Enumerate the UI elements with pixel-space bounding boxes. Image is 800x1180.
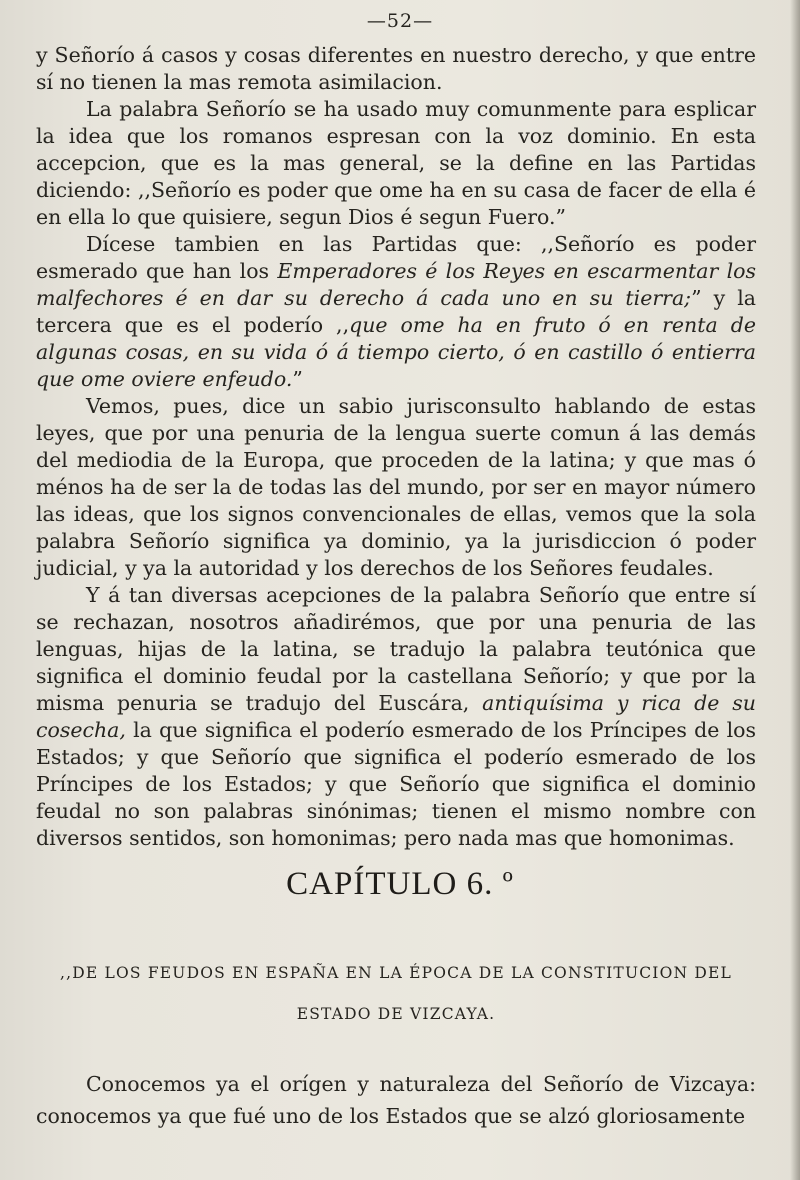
final-paragraph: Conocemos ya el orígen y naturaleza del Señorío de Vizcaya: conocemos ya que fué uno de los Estados que se alzó gloriosamente: [36, 1072, 756, 1128]
paragraph-5-italic-1: antiquísima y rica de su cosecha,: [36, 691, 756, 742]
paragraph-5: [36, 582, 756, 852]
page-number: —52—: [366, 10, 434, 32]
chapter-heading: CAPÍTULO 6. º: [286, 866, 514, 902]
paragraph-3: [36, 231, 756, 393]
body-text: [36, 42, 756, 852]
page-edge-shadow: [790, 0, 800, 1180]
paragraph-4: Vemos, pues, dice un sabio jurisconsulto hablando de estas leyes, que por una penuria de la lengua suerte comun á las demás del mediodia de la Europa, que proceden de la latina; y que mas ó ménos ha de ser la de todas las del mundo, por ser en mayor número las ideas, que los signos convencionales de ellas, vemos que la sola palabra Señorío significa ya dominio, ya la jurisdiccion ó poder judicial, y ya la autoridad y los derechos de los Señores feudales.: [36, 394, 756, 580]
paragraph-5-part-2: la que significa el poderío esmerado de los Príncipes de los Estados; y que Señorío que significa el poderío esmerado de los Príncipes de los Estados; y que Señorío que significa el dominio feudal no son palabras sinónimas; tienen el mismo nombre con diversos sentidos, son homonimas; pero nada mas que homonimas.: [36, 718, 756, 850]
paragraph-2: La palabra Señorío se ha usado muy comunmente para esplicar la idea que los romanos espresan con la voz dominio. En esta accepcion, que es la mas general, se la define en las Partidas diciendo: ,,Señorío es poder que ome ha en su casa de facer de ella é en ella lo que quisiere, segun Dios é segun Fuero.”: [36, 97, 756, 229]
final-text: [36, 1068, 756, 1132]
chapter-subtitle: ,,DE LOS FEUDOS EN ESPAÑA EN LA ÉPOCA DE LA CONSTITUCION DEL ESTADO DE VIZCAYA.: [59, 964, 733, 1023]
paragraph-3-part-2: ” y la tercera que es el poderío ,,: [36, 286, 757, 337]
paragraph-1: y Señorío á casos y cosas diferentes en nuestro derecho, y que entre sí no tienen la mas remota asimilacion.: [36, 43, 756, 94]
paragraph-3-italic-1: Emperadores é los Reyes en escarmentar los malfechores é en dar su derecho á cada uno en su tierra;: [36, 259, 756, 310]
paragraph-3-part-3: ”: [292, 367, 303, 391]
paragraph-3-part-1: Dícese tambien en las Partidas que: ,,Señorío es poder esmerado que han los: [36, 232, 756, 283]
paragraph-5-part-1: Y á tan diversas acepciones de la palabra Señorío que entre sí se rechazan, nosotros añadirémos, que por una penuria de las lenguas, hijas de la latina, se tradujo la palabra teutónica que significa el dominio feudal por la castellana Señorío; y que por la misma penuria se tradujo del Euscára,: [36, 583, 756, 715]
paragraph-3-italic-2: que ome ha en fruto ó en renta de algunas cosas, en su vida ó á tiempo cierto, ó en castillo ó entierra que ome oviere enfeudo.: [36, 313, 756, 391]
